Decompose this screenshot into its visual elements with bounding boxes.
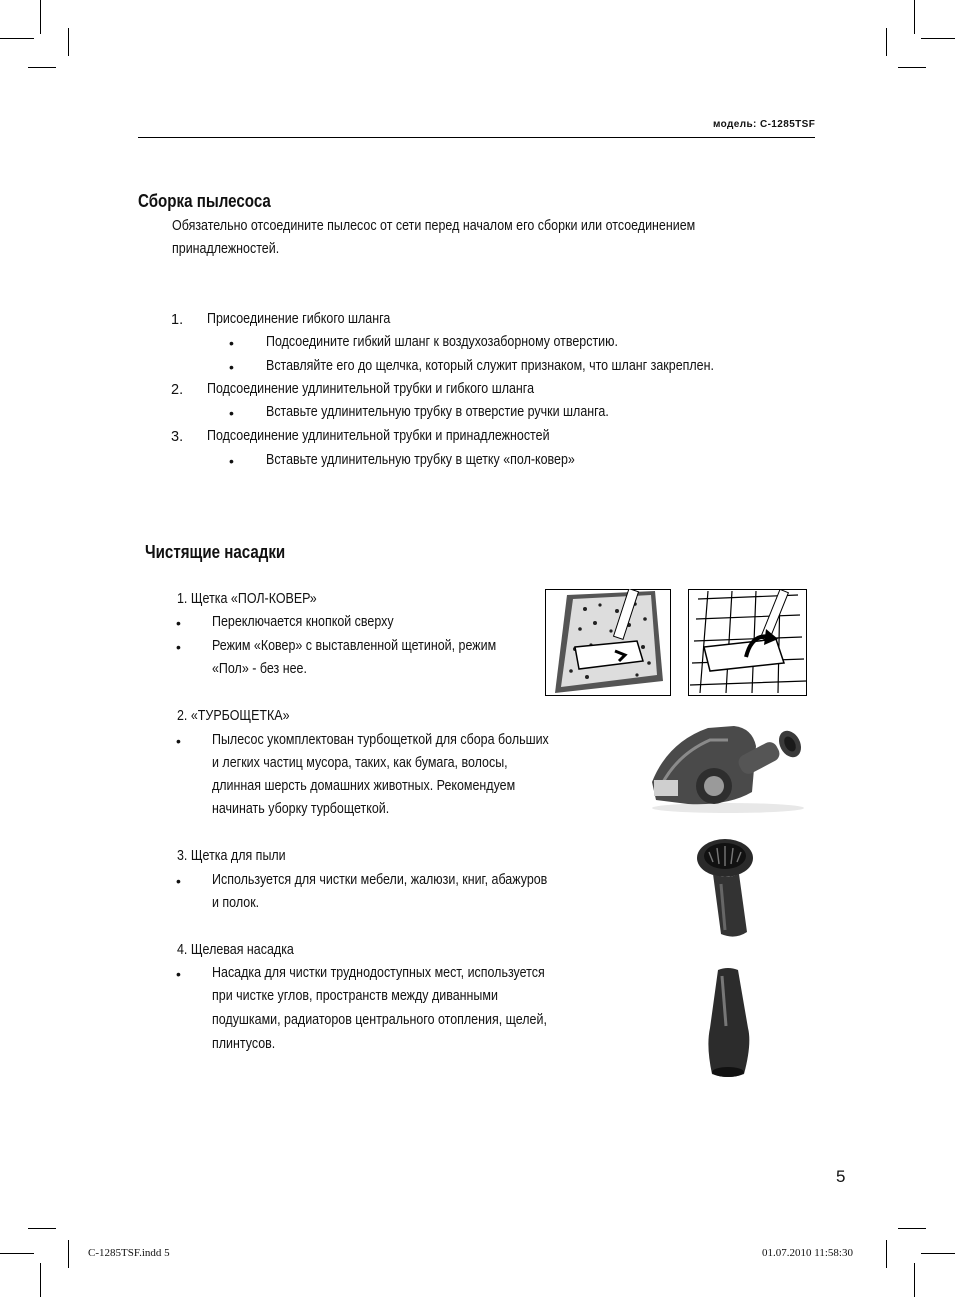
crop-mark xyxy=(921,1253,955,1254)
attachment-title: 2. «ТУРБОЩЕТКА» xyxy=(177,708,290,724)
bullet-mark: • xyxy=(176,966,181,982)
crop-mark xyxy=(914,1263,915,1297)
section-title-attachments: Чистящие насадки xyxy=(145,542,286,562)
step-title: Подсоединение удлинительной трубки и принадлежностей xyxy=(207,428,550,444)
crevice-tool-image xyxy=(704,966,754,1080)
attachment-text: и легких частиц мусора, таких, как бумага, волосы, xyxy=(212,755,508,771)
floor-mode-illustration xyxy=(688,589,807,696)
attachment-title: 1. Щетка «ПОЛ-КОВЕР» xyxy=(177,591,317,607)
crop-mark xyxy=(40,0,41,34)
crop-mark xyxy=(898,67,926,68)
step-bullet: Вставляйте его до щелчка, который служит признаком, что шланг закреплен. xyxy=(266,358,714,374)
crop-mark xyxy=(886,28,887,56)
step-number: 2. xyxy=(171,382,184,398)
attachment-text: начинать уборку турбощеткой. xyxy=(212,801,390,817)
crop-mark xyxy=(40,1263,41,1297)
turbo-brush-image xyxy=(648,722,810,814)
attachment-text: подушками, радиаторов центрального отопления, щелей, xyxy=(212,1012,547,1028)
bullet-mark: • xyxy=(229,359,234,375)
bullet-mark: • xyxy=(229,335,234,351)
attachment-text: Режим «Ковер» с выставленной щетиной, режим xyxy=(212,638,497,654)
crop-mark xyxy=(898,1228,926,1229)
section-title-assembly: Сборка пылесоса xyxy=(138,191,271,211)
crop-mark xyxy=(914,0,915,34)
footer-timestamp: 01.07.2010 11:58:30 xyxy=(762,1247,853,1259)
crop-mark xyxy=(0,1253,34,1254)
attachment-text: Используется для чистки мебели, жалюзи, книг, абажуров xyxy=(212,872,548,888)
step-bullet: Вставьте удлинительную трубку в отверстие ручки шланга. xyxy=(266,404,609,420)
header-rule xyxy=(138,137,815,138)
crop-mark xyxy=(68,1240,69,1268)
attachment-title: 3. Щетка для пыли xyxy=(177,848,286,864)
crop-mark xyxy=(0,38,34,39)
attachment-text: Пылесос укомплектован турбощеткой для сбора больших xyxy=(212,732,549,748)
attachment-text: и полок. xyxy=(212,895,260,911)
crop-mark xyxy=(28,1228,56,1229)
attachment-text: Переключается кнопкой сверху xyxy=(212,614,394,630)
crop-mark xyxy=(921,38,955,39)
attachment-title: 4. Щелевая насадка xyxy=(177,942,294,958)
bullet-mark: • xyxy=(176,615,181,631)
intro-line-1: Обязательно отсоедините пылесос от сети перед началом его сборки или отсоединением xyxy=(172,218,696,234)
bullet-mark: • xyxy=(176,873,181,889)
page-number: 5 xyxy=(836,1167,846,1186)
crop-mark xyxy=(28,67,56,68)
attachment-text: при чистке углов, пространств между диванными xyxy=(212,988,498,1004)
bullet-mark: • xyxy=(176,733,181,749)
attachment-text: «Пол» - без нее. xyxy=(212,661,307,677)
step-title: Подсоединение удлинительной трубки и гибкого шланга xyxy=(207,381,535,397)
step-number: 3. xyxy=(171,429,184,445)
bullet-mark: • xyxy=(176,639,181,655)
attachment-text: Насадка для чистки труднодоступных мест, используется xyxy=(212,965,545,981)
crop-mark xyxy=(68,28,69,56)
step-bullet: Вставьте удлинительную трубку в щетку «пол-ковер» xyxy=(266,452,575,468)
intro-line-2: принадлежностей. xyxy=(172,241,280,257)
carpet-mode-illustration xyxy=(545,589,671,696)
step-number: 1. xyxy=(171,312,184,328)
dust-brush-image xyxy=(695,836,761,940)
attachment-text: длинная шерсть домашних животных. Рекомендуем xyxy=(212,778,516,794)
step-bullet: Подсоедините гибкий шланг к воздухозаборному отверстию. xyxy=(266,334,618,350)
attachment-text: плинтусов. xyxy=(212,1036,276,1052)
footer-file-name: C-1285TSF.indd 5 xyxy=(88,1247,170,1259)
bullet-mark: • xyxy=(229,405,234,421)
crop-mark xyxy=(886,1240,887,1268)
step-title: Присоединение гибкого шланга xyxy=(207,311,391,327)
bullet-mark: • xyxy=(229,453,234,469)
model-label: модель: C-1285TSF xyxy=(713,119,816,130)
